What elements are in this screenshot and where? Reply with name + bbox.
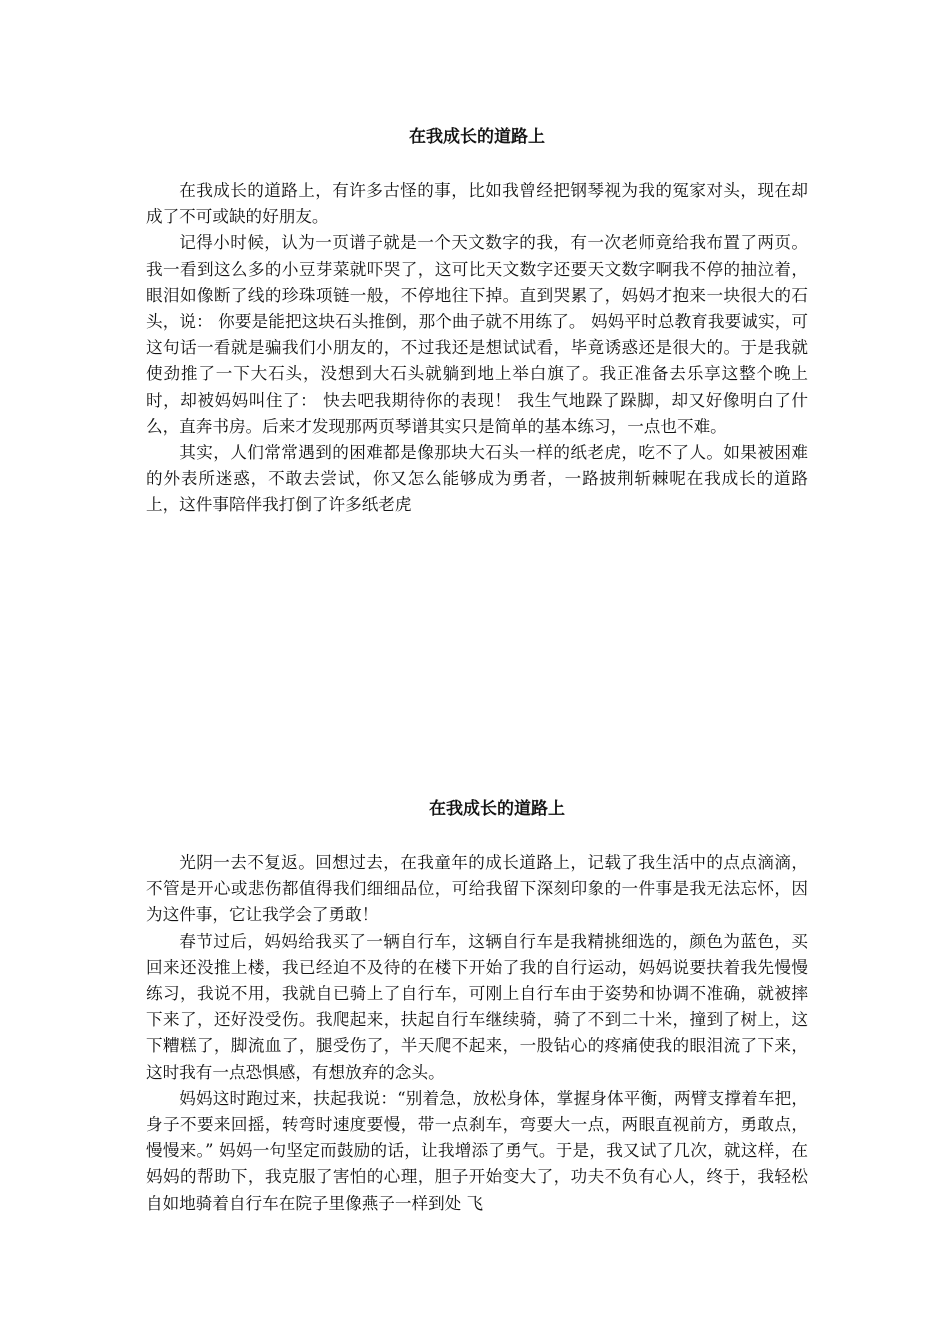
essay-title: 在我成长的道路上: [429, 799, 565, 819]
essay-1: [146, 126, 808, 519]
essay-paragraph: 春节过后，妈妈给我买了一辆自行车，这辆自行车是我精挑细选的，颜色为蓝色，买回来还没推上楼，我已经迫不及待的在楼下开始了我的自行运动，妈妈说要扶着我先慢慢练习，我说不用，我就自已骑上了自行车，可刚上自行车由于姿势和协调不准确，就被摔下来了，还好没受伤。我爬起来，扶起自行车继续骑，骑了不到二十米，撞到了树上，这下糟糕了，脚流血了，腿受伤了，半天爬不起来，一股钻心的疼痛使我的眼泪流了下来，这时我有一点恐惧感，有想放弃的念头。: [146, 931, 808, 1082]
essay-paragraph: 光阴一去不复返。回想过去，在我童年的成长道路上，记载了我生活中的点点滴滴，不管是开心或悲伤都值得我们细细品位，可给我留下深刻印象的一件事是我无法忘怀，因为这件事，它让我学会了勇敢！: [146, 853, 808, 925]
essay-2: [146, 798, 808, 1217]
essay-paragraph: 妈妈这时跑过来，扶起我说：“别着急，放松身体，掌握身体平衡，两臂支撑着车把，身子不要来回摇，转弯时速度要慢，带一点刹车，弯要大一点，两眼直视前方，勇敢点，慢慢来。” 妈妈一句坚定而鼓励的话，让我增添了勇气。于是，我又试了几次，就这样，在妈妈的帮助下，我克服了害怕的心理，胆子开始变大了，功夫不负有心人，终于，我轻松自如地骑着自行车在院子里像燕子一样到处 飞: [146, 1088, 808, 1213]
essay-paragraph: 其实，人们常常遇到的困难都是像那块大石头一样的纸老虎，吃不了人。如果被困难的外表所迷惑，不敢去尝试，你又怎么能够成为勇者，一路披荆斩棘呢在我成长的道路上，这件事陪伴我打倒了许多纸老虎: [146, 443, 808, 515]
essay-title: 在我成长的道路上: [409, 127, 545, 147]
essay-paragraph: 记得小时候，认为一页谱子就是一个天文数字的我，有一次老师竟给我布置了两页。我一看到这么多的小豆芽菜就吓哭了，这可比天文数字还要天文数字啊我不停的抽泣着，眼泪如像断了线的珍珠项链一般，不停地往下掉。直到哭累了，妈妈才抱来一块很大的石头，说： 你要是能把这块石头推倒，那个曲子就不用练了。 妈妈平时总教育我要诚实，可这句话一看就是骗我们小朋友的，不过我还是想试试看，毕竟诱惑还是很大的。于是我就使劲推了一下大石头，没想到大石头就躺到地上举白旗了。我正准备去乐享这整个晚上时，却被妈妈叫住了： 快去吧我期待你的表现！ 我生气地跺了跺脚，却又好像明白了什么，直奔书房。后来才发现那两页琴谱其实只是简单的基本练习，一点也不难。: [146, 233, 808, 436]
essay-paragraph: 在我成长的道路上，有许多古怪的事，比如我曾经把钢琴视为我的冤家对头，现在却成了不可或缺的好朋友。: [146, 181, 808, 227]
